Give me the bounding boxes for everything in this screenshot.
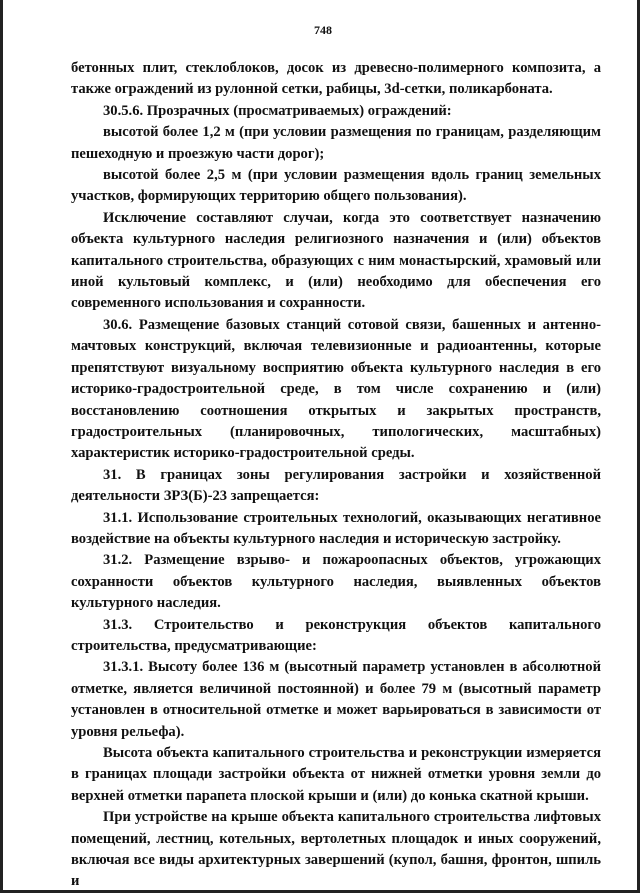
page-number: 748 bbox=[314, 23, 332, 37]
paragraph-continuation: бетонных плит, стеклоблоков, досок из древесно-полимерного композита, а также ограждений из рулонной сетки, рабицы, 3d-сетки, поликарбоната. bbox=[71, 60, 601, 98]
paragraph-exception: Исключение составляют случаи, когда это соответствует назначению объекта культурного наследия религиозного назначения и (или) объектов капитального строительства, образующих с ним монастырский, храмовый или иной культовый комплекс, и (или) необходимо для обеспечения его современного использования и сохранности. bbox=[71, 209, 601, 312]
document-body bbox=[71, 58, 601, 893]
paragraph-roof-structures: При устройстве на крыше объекта капитального строительства лифтовых помещений, лестниц, котельных, вертолетных площадок и иных сооружений, включая все виды архитектурных завершений (купол, башня, фронтон, шпиль и bbox=[71, 809, 601, 890]
paragraph-31: 31. В границах зоны регулирования застройки и хозяйственной деятельности ЗРЗ(Б)-23 запрещается: bbox=[71, 466, 601, 505]
paragraph-31-1: 31.1. Использование строительных технологий, оказывающих негативное воздействие на объекты культурного наследия и историческую застройку. bbox=[71, 509, 601, 547]
paragraph-height-2-5: высотой более 2,5 м (при условии размещения вдоль границ земельных участков, формирующих территорию общего пользования). bbox=[71, 167, 601, 205]
paragraph-31-3-1: 31.3.1. Высоту более 136 м (высотный параметр установлен в абсолютной отметке, является величиной постоянной) и более 79 м (высотный параметр установлен в относительной отметке и может варьироваться в зависимости от уровня рельефа). bbox=[71, 659, 601, 740]
paragraph-30-5-6: 30.5.6. Прозрачных (просматриваемых) ограждений: bbox=[103, 102, 452, 119]
paragraph-31-2: 31.2. Размещение взрыво- и пожароопасных объектов, угрожающих сохранности объектов культурного наследия, выявленных объектов культурного наследия. bbox=[71, 552, 601, 612]
paragraph-31-3: 31.3. Строительство и реконструкция объектов капитального строительства, предусматривающие: bbox=[71, 616, 601, 654]
paragraph-height-measurement: Высота объекта капитального строительства и реконструкции измеряется в границах площади застройки объекта от нижней отметки уровня земли до верхней отметки парапета плоской крыши и (или) до конька скатной крыши. bbox=[71, 745, 601, 804]
paragraph-height-1-2: высотой более 1,2 м (при условии размещения по границам, разделяющим пешеходную и проезжую части дорог); bbox=[71, 124, 601, 162]
paragraph-30-6: 30.6. Размещение базовых станций сотовой связи, башенных и антенно-мачтовых конструкций, включая телевизионные и радиоантенны, которые препятствуют визуальному восприятию объекта культурного наследия в его историко-градостроительной среде, в том числе сохранению и (или) восстановлению соотношения открытых и закрытых пространств, градостроительных (планировочных, типологических, масштабных) характеристик историко-градостроительной среды. bbox=[71, 316, 601, 462]
